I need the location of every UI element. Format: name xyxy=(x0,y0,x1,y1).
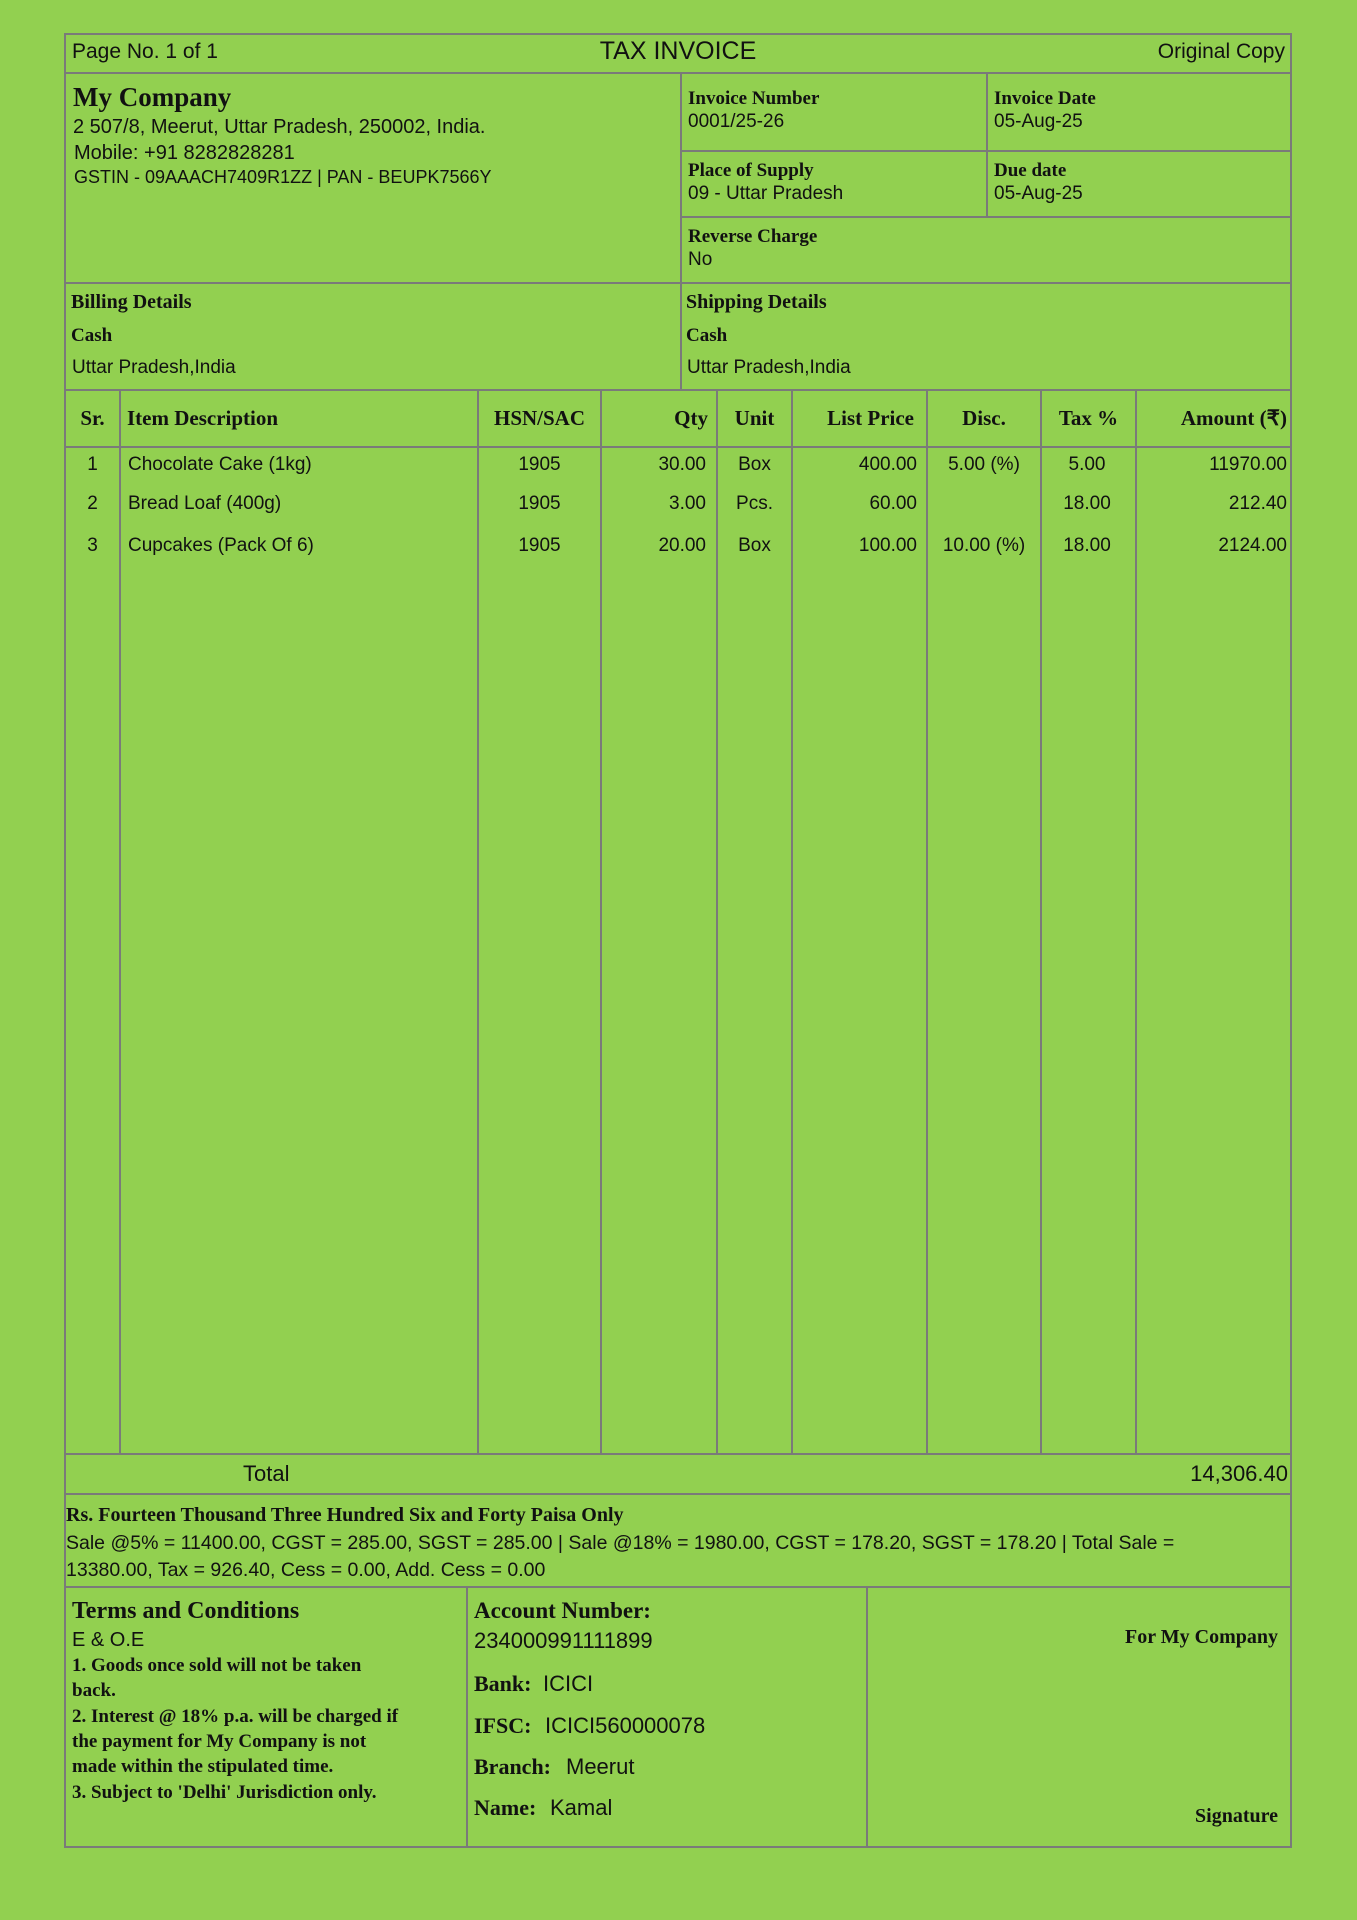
table-cell-amount: 11970.00 xyxy=(1209,454,1287,475)
for-company: For My Company xyxy=(1125,1626,1278,1648)
place-of-supply: 09 - Uttar Pradesh xyxy=(688,183,844,204)
divider xyxy=(680,72,682,389)
terms-line: 1. Goods once sold will not be taken xyxy=(72,1655,362,1676)
due-date: 05-Aug-25 xyxy=(994,183,1083,204)
signature-label: Signature xyxy=(1195,1805,1278,1827)
invoice-number: 0001/25-26 xyxy=(688,111,785,132)
shipping-address: Uttar Pradesh,India xyxy=(687,357,851,378)
col-header-tax: Tax % xyxy=(1058,406,1119,430)
divider xyxy=(64,446,1292,448)
divider xyxy=(64,1586,1292,1588)
account-number: 234000991111899 xyxy=(474,1628,653,1653)
company-address: 2 507/8, Meerut, Uttar Pradesh, 250002, India. xyxy=(73,116,486,138)
reverse-charge: No xyxy=(688,249,713,270)
table-cell-unit: Box xyxy=(738,535,771,556)
table-cell-amount: 212.40 xyxy=(1228,493,1287,514)
ifsc-label: IFSC: xyxy=(474,1713,532,1738)
terms-line: 2. Interest @ 18% p.a. will be charged if xyxy=(72,1706,399,1727)
table-cell-description: Chocolate Cake (1kg) xyxy=(128,454,312,475)
table-cell-description: Bread Loaf (400g) xyxy=(128,493,282,514)
branch-name: Meerut xyxy=(566,1754,635,1779)
bank-name: ICICI xyxy=(543,1671,594,1696)
divider xyxy=(64,1453,1292,1455)
account-number-label: Account Number: xyxy=(474,1598,651,1623)
reverse-charge-label: Reverse Charge xyxy=(688,226,818,247)
invoice-date: 05-Aug-25 xyxy=(994,111,1083,132)
col-header-disc: Disc. xyxy=(962,406,1006,430)
col-header-hsn: HSN/SAC xyxy=(493,406,586,430)
table-cell-description: Cupcakes (Pack Of 6) xyxy=(128,535,314,556)
copy-type: Original Copy xyxy=(1157,40,1285,63)
table-cell-hsn: 1905 xyxy=(518,535,561,556)
place-of-supply-label: Place of Supply xyxy=(688,160,814,181)
divider xyxy=(64,1493,1292,1495)
terms-line: made within the stipulated time. xyxy=(72,1756,334,1777)
table-cell-disc: 10.00 (%) xyxy=(942,535,1026,556)
terms-eoe: E & O.E xyxy=(72,1629,145,1651)
divider xyxy=(466,1586,468,1848)
col-header-sr: Sr. xyxy=(80,406,105,430)
terms-title: Terms and Conditions xyxy=(72,1598,300,1624)
table-cell-hsn: 1905 xyxy=(518,493,561,514)
table-cell-tax: 18.00 xyxy=(1063,493,1111,514)
page-number: Page No. 1 of 1 xyxy=(72,40,218,63)
table-cell-qty: 3.00 xyxy=(669,493,706,514)
amount-in-words: Rs. Fourteen Thousand Three Hundred Six and Forty Paisa Only xyxy=(66,1504,624,1526)
table-cell-qty: 30.00 xyxy=(658,454,706,475)
table-cell-tax: 18.00 xyxy=(1063,535,1111,556)
company-name: My Company xyxy=(73,82,232,112)
tax-summary-line-1: Sale @5% = 11400.00, CGST = 285.00, SGST = 285.00 | Sale @18% = 1980.00, CGST = 178.20, SGST = 178.20 | Total Sale = xyxy=(66,1532,1175,1554)
terms-line: back. xyxy=(72,1680,116,1701)
billing-address: Uttar Pradesh,India xyxy=(72,357,236,378)
col-header-description: Item Description xyxy=(127,406,279,430)
col-header-qty: Qty xyxy=(674,406,708,430)
ifsc-code: ICICI560000078 xyxy=(545,1713,706,1738)
due-date-label: Due date xyxy=(994,160,1067,181)
shipping-name: Cash xyxy=(686,325,728,346)
divider xyxy=(64,389,1292,391)
divider xyxy=(680,216,1292,218)
terms-line: the payment for My Company is not xyxy=(72,1731,367,1752)
table-cell-disc: 5.00 (%) xyxy=(948,454,1020,475)
bank-label: Bank: xyxy=(474,1671,532,1696)
branch-label: Branch: xyxy=(474,1754,551,1779)
document-title: TAX INVOICE xyxy=(599,37,757,65)
col-header-unit: Unit xyxy=(734,406,775,430)
table-cell-list-price: 400.00 xyxy=(858,454,917,475)
table-cell-hsn: 1905 xyxy=(518,454,561,475)
table-cell-qty: 20.00 xyxy=(658,535,706,556)
table-cell-sr: 2 xyxy=(87,493,98,514)
divider xyxy=(986,72,988,216)
table-cell-list-price: 60.00 xyxy=(869,493,917,514)
divider xyxy=(866,1586,868,1848)
col-header-amount: Amount (₹) xyxy=(1180,406,1287,430)
total-label: Total xyxy=(243,1461,290,1486)
company-mobile: Mobile: +91 8282828281 xyxy=(74,142,295,164)
column-divider xyxy=(119,389,121,1453)
company-gstin-pan: GSTIN - 09AAACH7409R1ZZ | PAN - BEUPK7566Y xyxy=(74,167,492,187)
divider xyxy=(64,72,1292,74)
billing-name: Cash xyxy=(71,325,113,346)
table-cell-tax: 5.00 xyxy=(1068,454,1106,475)
table-cell-unit: Box xyxy=(738,454,771,475)
col-header-list-price: List Price xyxy=(827,406,914,430)
shipping-title: Shipping Details xyxy=(686,291,827,313)
holder-name: Kamal xyxy=(550,1795,613,1820)
table-cell-sr: 1 xyxy=(87,454,98,475)
total-value: 14,306.40 xyxy=(1190,1461,1288,1486)
terms-line: 3. Subject to 'Delhi' Jurisdiction only. xyxy=(72,1782,377,1803)
table-cell-list-price: 100.00 xyxy=(858,535,917,556)
table-cell-unit: Pcs. xyxy=(736,493,773,514)
tax-summary-line-2: 13380.00, Tax = 926.40, Cess = 0.00, Add. Cess = 0.00 xyxy=(66,1559,546,1581)
divider xyxy=(64,282,1292,284)
table-cell-sr: 3 xyxy=(87,535,98,556)
billing-title: Billing Details xyxy=(71,291,192,313)
holder-name-label: Name: xyxy=(474,1795,537,1820)
invoice-date-label: Invoice Date xyxy=(994,88,1096,109)
invoice-number-label: Invoice Number xyxy=(688,88,820,109)
table-cell-amount: 2124.00 xyxy=(1218,535,1287,556)
